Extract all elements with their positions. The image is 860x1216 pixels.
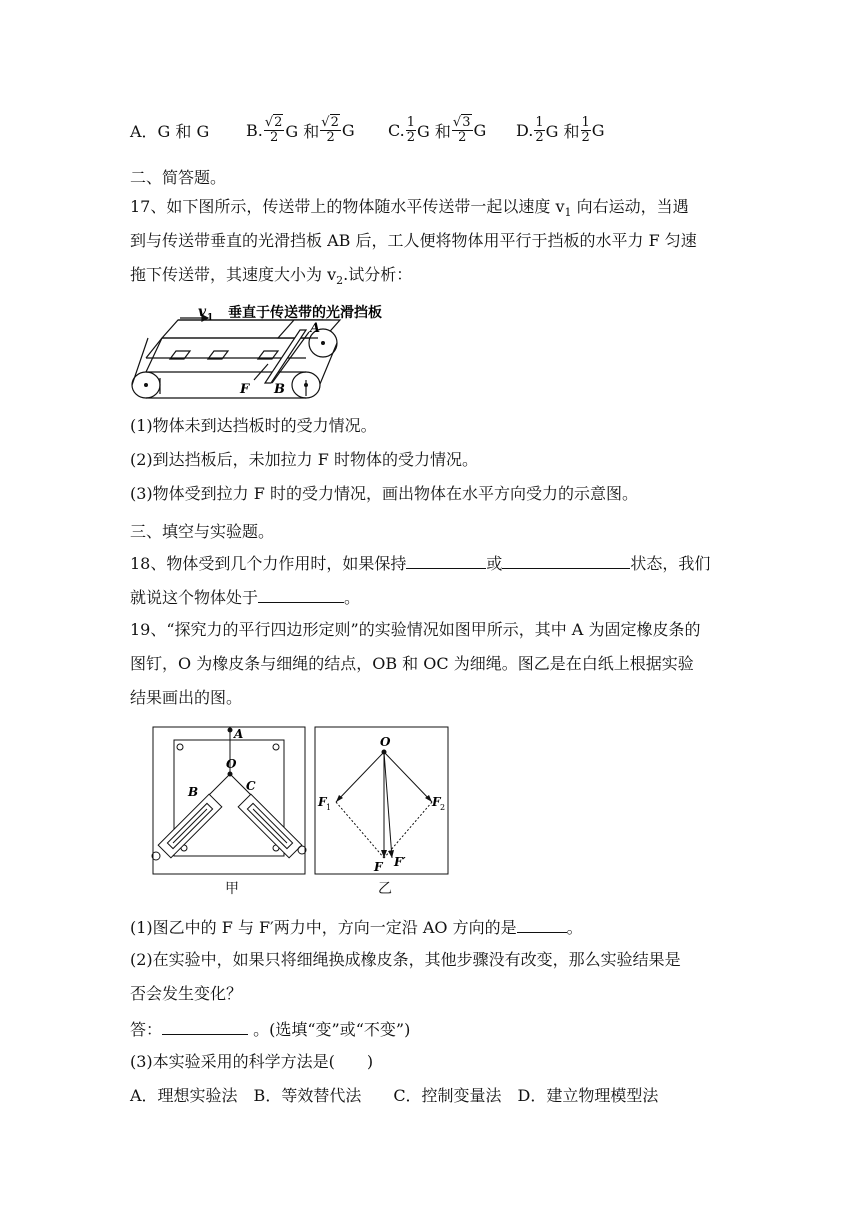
q19-answer: 答： 。(选填“变”或“不变”)	[130, 1016, 410, 1042]
label-yi-F1: F	[318, 795, 327, 809]
q17-part3: (3)物体受到拉力 F 时的受力情况，画出物体在水平方向受力的示意图。	[130, 484, 638, 503]
roller-axle-bottom	[304, 383, 308, 387]
label-yi-Fprime: F′	[394, 855, 406, 869]
option-d-suffix: G	[591, 120, 605, 140]
option-c-mid: G 和	[417, 121, 451, 141]
section-heading-3: 三、填空与实验题。	[130, 522, 275, 541]
label-yi-F: F	[374, 860, 383, 874]
caption-jia: 甲	[225, 881, 239, 897]
pin-A	[228, 728, 233, 733]
option-b-mid: G 和	[285, 121, 320, 141]
option-c-label: C.	[388, 120, 405, 140]
label-jia-A: A	[234, 727, 244, 741]
point-O	[382, 750, 387, 755]
conveyor-belt-figure	[128, 298, 428, 400]
option-a	[130, 108, 209, 152]
q19-choices: A．理想实验法 B．等效替代法 C．控制变量法 D．建立物理模型法	[130, 1086, 659, 1105]
q17-part2: (2)到达挡板后，未加拉力 F 时物体的受力情况。	[130, 450, 478, 469]
q19-part2-line1: (2)在实验中，如果只将细绳换成橡皮条，其他步骤没有改变，那么实验结果是	[130, 950, 681, 969]
roller-axle-left	[144, 383, 148, 387]
q17-part1: (1)物体未到达挡板时的受力情况。	[130, 416, 377, 435]
label-A: A	[310, 321, 321, 336]
q19-part2-line2: 否会发生变化？	[130, 984, 243, 1003]
roller-axle-right	[321, 341, 325, 345]
option-d-label: D.	[516, 120, 534, 140]
label-jia-C: C	[246, 779, 256, 793]
blank-1[interactable]	[406, 550, 486, 569]
blank-2[interactable]	[502, 550, 630, 569]
option-b-label: B.	[246, 120, 263, 140]
label-F: F	[240, 382, 250, 397]
fraction: $\frac{√2}{2}$	[321, 114, 339, 145]
label-yi-F1-sub: 1	[326, 803, 332, 812]
option-b-suffix: G	[341, 120, 355, 140]
blank-4[interactable]	[517, 914, 567, 933]
q17-line3: 拖下传送带，其速度大小为 $v_2$.试分析：	[130, 265, 413, 288]
q17-line2: 到与传送带垂直的光滑挡板 AB 后，工人便将物体用平行于挡板的水平力 F 匀速	[130, 231, 697, 250]
label-v1-sub: 1	[207, 313, 214, 323]
fraction: $\frac{√3}{2}$	[452, 114, 471, 145]
option-c-suffix: G	[473, 120, 487, 140]
option-c	[388, 108, 486, 152]
figure-jia	[150, 726, 310, 876]
knot-O	[228, 772, 233, 777]
label-yi-O: O	[380, 735, 391, 749]
blank-5[interactable]	[162, 1016, 248, 1035]
caption-yi: 乙	[378, 881, 392, 897]
blank-3[interactable]	[258, 584, 344, 603]
fraction: $\frac{1}{2}$	[581, 114, 590, 145]
q19-part3: (3)本实验采用的科学方法是( )	[130, 1052, 374, 1071]
label-baffle-caption: 垂直于传送带的光滑挡板	[228, 305, 382, 321]
label-jia-O: O	[226, 757, 237, 771]
option-d-mid: G 和	[545, 121, 580, 141]
label-B: B	[274, 382, 285, 397]
section-heading-2: 二、简答题。	[130, 168, 227, 187]
label-v1: v	[198, 304, 207, 320]
fraction: $\frac{√2}{2}$	[264, 114, 283, 145]
q18-line2: 就说这个物体处于 。	[130, 584, 360, 610]
q18-line1: 18、物体受到几个力作用时，如果保持 或 状态，我们	[130, 550, 710, 576]
label-jia-B: B	[188, 785, 199, 799]
q19-part1: (1)图乙中的 F 与 F′两力中，方向一定沿 AO 方向的是 。	[130, 914, 583, 940]
figure-yi	[314, 726, 450, 876]
label-yi-F2: F	[432, 795, 441, 809]
fraction: $\frac{1}{2}$	[535, 114, 544, 145]
q19-line1: 19、“探究力的平行四边形定则”的实验情况如图甲所示，其中 A 为固定橡皮条的	[130, 620, 701, 639]
fraction: $\frac{1}{2}$	[406, 114, 416, 145]
q19-line2: 图钉，O 为橡皮条与细绳的结点，OB 和 OC 为细绳。图乙是在白纸上根据实验	[130, 654, 694, 673]
option-a-text: A．G 和 G	[130, 121, 210, 141]
option-d	[516, 108, 605, 152]
q19-line3: 结果画出的图。	[130, 688, 243, 707]
q16-options	[130, 108, 730, 152]
q17-line1: 17、如下图所示，传送带上的物体随水平传送带一起以速度 $v_1$ 向右运动，当遇	[130, 197, 689, 220]
label-yi-F2-sub: 2	[440, 803, 446, 812]
option-b	[246, 108, 355, 152]
